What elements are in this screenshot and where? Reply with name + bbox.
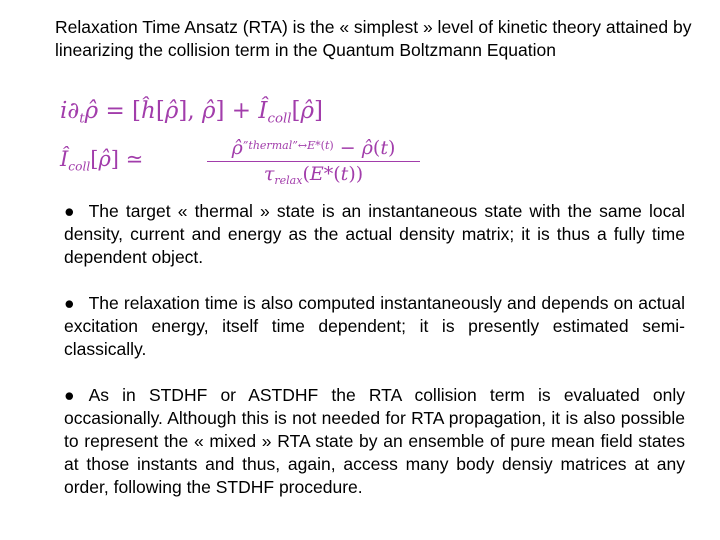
intro-paragraph: Relaxation Time Ansatz (RTA) is the « simplest » level of kinetic theory attained by linearizing the collision term in the Quantum Boltzmann Equation [55, 17, 692, 60]
bullet-list [64, 200, 685, 522]
bullet-dot-icon: ● [64, 385, 75, 405]
bullet-dot-icon: ● [64, 201, 75, 221]
equation-lhs: $Î_{coll}[\rhô]$ ≃ [60, 147, 144, 174]
bullet-text: As in STDHF or ASTDHF the RTA collision term is evaluated only occasionally. Although this is not needed for RTA propagation, it is also possible to represent the « mixed » RTA state by an ensemble of pure mean field states at those instants and thus, again, access many body densiy matrices at any order, following the STDHF procedure. [64, 385, 685, 497]
bullet-item [64, 200, 685, 269]
bullet-dot-icon: ● [64, 293, 75, 313]
bullet-item [64, 384, 685, 499]
equation-evolution: $i\partial_t\rhô$ = [ĥ[ρ̂], ρ̂] + $Î_{coll}[\rhô]$ [60, 98, 323, 127]
equation-fraction [207, 137, 420, 187]
equation-denominator: $\tau_{relax}(E*(t))$ [263, 163, 364, 187]
equation-numerator: ρ̂$^{”thermal”\leftrightarrow E*(t)}$ − ρ̂(t) [231, 137, 396, 159]
bullet-text: The target « thermal » state is an instantaneous state with the same local density, current and energy as the actual density matrix; it is thus a fully time dependent object. [64, 201, 685, 267]
bullet-item [64, 292, 685, 361]
bullet-text: The relaxation time is also computed instantaneously and depends on actual excitation energy, itself time dependent; it is presently estimated semi-classically. [64, 293, 685, 359]
